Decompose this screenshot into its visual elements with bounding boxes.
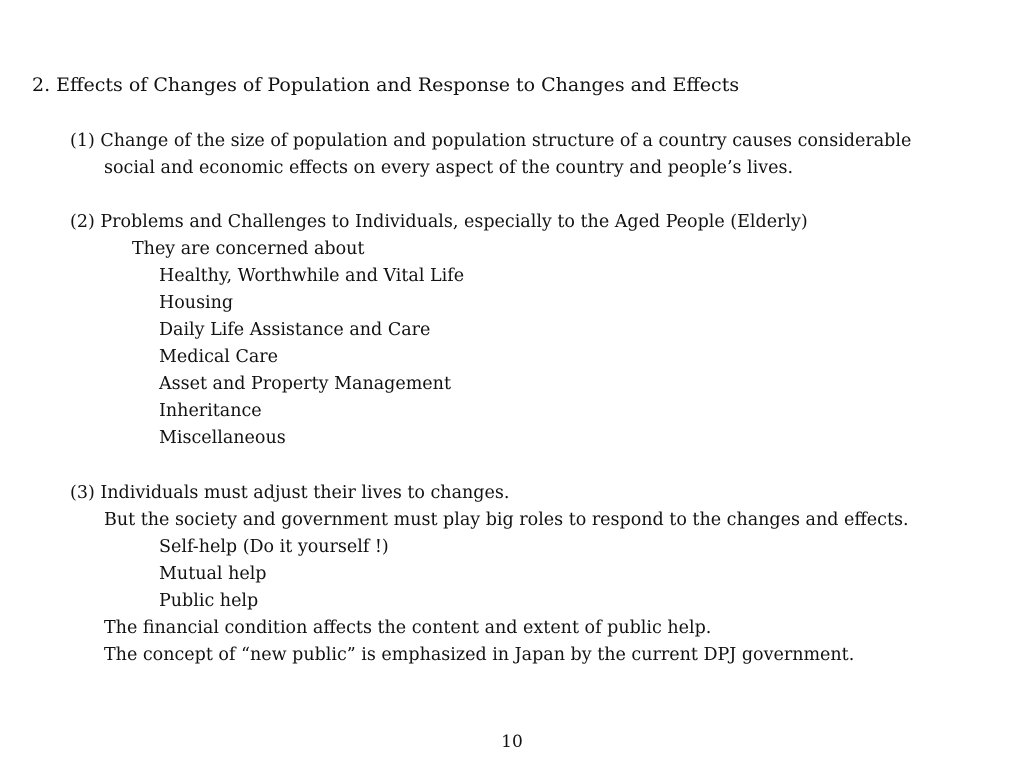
section3-item: Public help xyxy=(159,591,259,611)
section2-title: (2) Problems and Challenges to Individuals, especially to the Aged People (Elderly) xyxy=(70,212,808,232)
section2-intro: They are concerned about xyxy=(132,239,365,259)
section1-line2: social and economic effects on every aspect of the country and people’s lives. xyxy=(104,158,794,178)
section2-item: Miscellaneous xyxy=(159,428,286,448)
section1-line1: (1) Change of the size of population and population structure of a country causes considerable xyxy=(70,131,912,151)
page-number: 10 xyxy=(501,732,523,752)
section2-item: Healthy, Worthwhile and Vital Life xyxy=(159,266,465,286)
section3-financial-line: The financial condition affects the content and extent of public help. xyxy=(104,618,712,638)
section2-item: Housing xyxy=(159,293,234,313)
section3-item: Self-help (Do it yourself !) xyxy=(159,537,389,557)
section2-item: Asset and Property Management xyxy=(159,374,451,394)
section2-item: Daily Life Assistance and Care xyxy=(159,320,431,340)
section3-line2: But the society and government must play big roles to respond to the changes and effects. xyxy=(104,510,909,530)
section2-item: Inheritance xyxy=(159,401,262,421)
section3-title: (3) Individuals must adjust their lives to changes. xyxy=(70,483,510,503)
section2-item: Medical Care xyxy=(159,347,279,367)
section3-concept-line: The concept of “new public” is emphasized in Japan by the current DPJ government. xyxy=(104,645,855,665)
section3-item: Mutual help xyxy=(159,564,267,584)
slide-heading: 2. Effects of Changes of Population and Response to Changes and Effects xyxy=(32,74,740,96)
